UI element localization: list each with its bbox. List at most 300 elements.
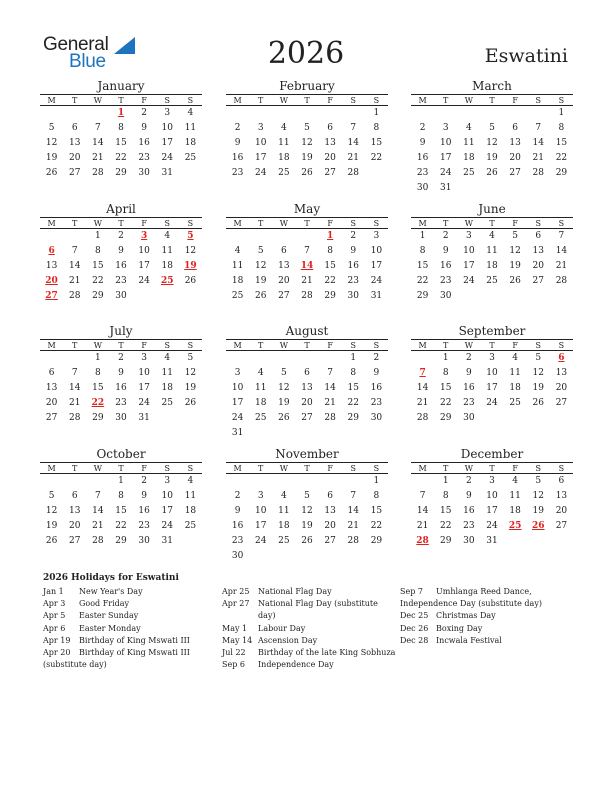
week-row <box>40 381 202 396</box>
empty-cell <box>319 351 342 366</box>
day-cell: 8 <box>373 491 380 501</box>
day-cell: 26 <box>278 413 290 423</box>
day-cell: 19 <box>45 153 58 163</box>
month-february <box>226 79 388 181</box>
week-row <box>411 504 573 519</box>
day-cell: 26 <box>486 168 498 178</box>
day-cell: 4 <box>512 353 518 363</box>
holiday-date: Jan 1 <box>43 587 64 596</box>
day-cell: 2 <box>234 123 241 133</box>
day-cell: 5 <box>535 353 542 363</box>
day-cell: 17 <box>370 261 383 271</box>
day-cell: 17 <box>138 383 150 393</box>
holiday-name: Easter Monday <box>79 623 141 633</box>
weekday-label: W <box>93 96 102 105</box>
day-cell: 12 <box>278 383 290 393</box>
holidays-column <box>400 586 575 647</box>
weekday-label: W <box>93 341 102 350</box>
empty-cell <box>480 106 503 121</box>
day-cell: 13 <box>555 368 568 378</box>
weekday-label: F <box>141 341 147 350</box>
logo-general-text: General <box>43 34 109 55</box>
day-cell: 7 <box>535 123 542 133</box>
empty-cell <box>40 106 63 121</box>
weekday-label: F <box>327 96 333 105</box>
day-cell: 8 <box>118 123 124 133</box>
holiday-date: Dec 26 <box>400 623 429 633</box>
week-row <box>226 519 388 534</box>
weekday-label: T <box>72 219 78 228</box>
holiday-name: Birthday of King Mswati III <box>79 635 190 645</box>
week-row <box>411 259 573 274</box>
empty-cell <box>272 549 295 564</box>
weekday-label: T <box>443 219 449 228</box>
week-row <box>411 381 573 396</box>
day-cell: 21 <box>301 276 313 286</box>
week-row <box>226 381 388 396</box>
weekday-label: F <box>327 219 333 228</box>
day-cell: 5 <box>304 123 310 133</box>
empty-cell <box>365 166 388 181</box>
day-cell: 3 <box>257 123 264 133</box>
empty-cell <box>63 106 86 121</box>
day-cell: 30 <box>439 291 452 301</box>
day-cell: 7 <box>327 368 333 378</box>
day-cell: 25 <box>278 168 290 178</box>
weekday-label: S <box>373 341 380 350</box>
weekday-label: T <box>72 96 78 105</box>
holiday-name: Incwala Festival <box>436 635 502 645</box>
day-cell: 12 <box>254 261 267 271</box>
day-cell: 24 <box>161 153 173 163</box>
holiday-date: May 14 <box>222 635 253 645</box>
day-cell: 12 <box>301 506 313 516</box>
weekday-label: T <box>72 464 78 473</box>
day-cell: 19 <box>254 276 267 286</box>
day-cell: 13 <box>509 138 521 148</box>
day-cell: 20 <box>68 521 81 531</box>
weekday-label: S <box>373 219 380 228</box>
day-cell: 7 <box>350 123 357 133</box>
day-cell: 29 <box>115 536 127 546</box>
day-cell: 11 <box>486 246 498 256</box>
week-row <box>226 534 388 549</box>
weekday-label: S <box>350 341 357 350</box>
week-row <box>226 274 388 289</box>
empty-cell <box>226 474 249 489</box>
day-cell: 27 <box>45 413 58 423</box>
week-row <box>40 259 202 274</box>
weekday-label: M <box>47 341 56 350</box>
day-cell: 7 <box>304 246 310 256</box>
day-cell: 18 <box>509 506 521 516</box>
week-row <box>226 351 388 366</box>
day-cell: 18 <box>184 138 197 148</box>
day-cell: 9 <box>419 138 426 148</box>
day-cell: 24 <box>161 521 173 531</box>
day-cell: 8 <box>327 246 333 256</box>
month-december <box>411 447 573 549</box>
holidays-column <box>43 586 218 671</box>
week-row <box>40 519 202 534</box>
empty-cell <box>249 351 272 366</box>
logo-blue-text: Blue <box>69 51 106 72</box>
weekday-label: S <box>558 219 565 228</box>
day-cell: 19 <box>45 521 58 531</box>
day-cell: 10 <box>161 491 173 501</box>
weekday-label: S <box>187 96 194 105</box>
holiday-day-cell: 5 <box>187 231 194 241</box>
weekday-label: S <box>187 341 194 350</box>
day-cell: 15 <box>416 261 429 271</box>
week-row <box>40 121 202 136</box>
day-cell: 24 <box>370 276 383 286</box>
day-cell: 21 <box>555 261 568 271</box>
holidays-title: 2026 Holidays for Eswatini <box>43 573 179 583</box>
day-cell: 13 <box>555 491 568 501</box>
holiday-entry <box>43 623 218 635</box>
day-cell: 1 <box>373 476 380 486</box>
week-row <box>226 151 388 166</box>
day-cell: 8 <box>350 368 357 378</box>
day-cell: 23 <box>439 276 452 286</box>
empty-cell <box>550 181 573 196</box>
day-cell: 1 <box>118 476 124 486</box>
holiday-name: National Flag Day (substitute day) <box>258 599 378 621</box>
week-row <box>226 504 388 519</box>
day-cell: 14 <box>347 506 359 516</box>
week-row <box>411 274 573 289</box>
day-cell: 4 <box>234 246 241 256</box>
weekday-label: W <box>279 341 288 350</box>
day-cell: 9 <box>118 246 124 256</box>
week-row <box>40 534 202 549</box>
day-cell: 19 <box>301 521 313 531</box>
day-cell: 4 <box>489 231 495 241</box>
day-cell: 15 <box>555 138 568 148</box>
holiday-day-cell: 14 <box>300 261 314 271</box>
weekday-label: W <box>93 464 102 473</box>
week-row <box>226 426 388 441</box>
holiday-entry <box>222 647 397 659</box>
day-cell: 6 <box>71 491 78 501</box>
empty-cell <box>527 181 550 196</box>
weekday-label: S <box>350 464 357 473</box>
weekday-label: F <box>512 341 518 350</box>
year-title: 2026 <box>267 36 345 71</box>
empty-cell <box>504 534 527 549</box>
weekday-label: S <box>535 464 542 473</box>
weekday-label: T <box>443 341 449 350</box>
day-cell: 16 <box>463 383 475 393</box>
day-cell: 2 <box>373 353 380 363</box>
empty-cell <box>272 106 295 121</box>
day-cell: 9 <box>234 138 241 148</box>
day-cell: 3 <box>373 231 380 241</box>
day-cell: 24 <box>439 168 452 178</box>
day-cell: 24 <box>254 536 267 546</box>
day-cell: 12 <box>45 138 58 148</box>
day-cell: 2 <box>442 231 449 241</box>
day-cell: 15 <box>439 383 452 393</box>
day-cell: 23 <box>115 276 127 286</box>
day-cell: 6 <box>535 231 542 241</box>
day-cell: 6 <box>327 123 333 133</box>
day-cell: 17 <box>254 521 267 531</box>
month-may <box>226 202 388 304</box>
day-cell: 5 <box>257 246 264 256</box>
day-cell: 23 <box>231 168 244 178</box>
empty-cell <box>133 289 156 304</box>
weekday-label: W <box>464 464 473 473</box>
day-cell: 8 <box>118 491 124 501</box>
weekday-label: T <box>304 219 310 228</box>
day-cell: 2 <box>465 476 472 486</box>
day-cell: 28 <box>92 168 104 178</box>
day-cell: 28 <box>347 536 359 546</box>
day-cell: 20 <box>45 398 58 408</box>
day-cell: 25 <box>184 153 197 163</box>
weekday-label: M <box>47 464 56 473</box>
week-row <box>40 229 202 244</box>
empty-cell <box>40 351 63 366</box>
day-cell: 30 <box>138 168 150 178</box>
empty-cell <box>457 289 480 304</box>
day-cell: 14 <box>68 261 81 271</box>
day-cell: 28 <box>416 413 429 423</box>
weekday-label: W <box>464 219 473 228</box>
day-cell: 31 <box>138 413 150 423</box>
holiday-date: Jul 22 <box>222 648 246 658</box>
day-cell: 13 <box>324 506 336 516</box>
empty-cell <box>86 474 109 489</box>
empty-cell <box>272 229 295 244</box>
empty-cell <box>365 549 388 564</box>
empty-cell <box>434 106 457 121</box>
day-cell: 19 <box>532 506 544 516</box>
weekday-label: S <box>350 96 357 105</box>
day-cell: 8 <box>94 246 101 256</box>
week-row <box>40 504 202 519</box>
empty-cell <box>179 166 202 181</box>
day-cell: 3 <box>141 353 147 363</box>
month-name: August <box>285 324 329 338</box>
week-row <box>226 244 388 259</box>
day-cell: 8 <box>558 123 565 133</box>
day-cell: 22 <box>115 521 127 531</box>
day-cell: 10 <box>254 138 267 148</box>
weekday-header <box>411 94 573 106</box>
weekday-label: T <box>72 341 78 350</box>
day-cell: 9 <box>141 491 147 501</box>
weekday-label: M <box>47 96 56 105</box>
weekday-label: T <box>118 219 124 228</box>
week-row <box>411 489 573 504</box>
week-row <box>411 229 573 244</box>
holiday-day-cell: 19 <box>184 261 197 271</box>
week-row <box>40 396 202 411</box>
weekday-label: W <box>93 219 102 228</box>
day-cell: 18 <box>254 398 267 408</box>
day-cell: 3 <box>164 476 171 486</box>
day-cell: 4 <box>465 123 472 133</box>
empty-cell <box>295 549 318 564</box>
weekday-label: S <box>535 96 542 105</box>
day-cell: 10 <box>439 138 452 148</box>
day-cell: 28 <box>555 276 568 286</box>
holiday-day-cell: 28 <box>416 536 429 546</box>
holiday-name: National Flag Day <box>258 587 332 596</box>
month-name: September <box>458 324 526 338</box>
day-cell: 8 <box>373 123 380 133</box>
empty-cell <box>249 474 272 489</box>
month-name: February <box>279 79 335 93</box>
empty-cell <box>179 411 202 426</box>
day-cell: 18 <box>278 521 290 531</box>
day-cell: 3 <box>257 491 264 501</box>
holiday-name: Christmas Day <box>436 611 496 621</box>
day-cell: 8 <box>94 368 101 378</box>
day-cell: 7 <box>71 368 78 378</box>
day-cell: 31 <box>439 183 452 193</box>
empty-cell <box>550 534 573 549</box>
day-cell: 17 <box>138 261 150 271</box>
day-cell: 29 <box>347 413 359 423</box>
day-cell: 5 <box>48 123 55 133</box>
day-cell: 24 <box>254 168 267 178</box>
day-cell: 11 <box>509 491 521 501</box>
day-cell: 30 <box>347 291 359 301</box>
week-row <box>40 489 202 504</box>
holiday-date: Apr 3 <box>43 599 66 609</box>
week-row <box>411 474 573 489</box>
month-name: July <box>109 324 133 338</box>
holiday-name: Birthday of King Mswati III <box>79 648 190 658</box>
week-row <box>226 166 388 181</box>
day-cell: 26 <box>254 291 267 301</box>
holiday-date: Dec 28 <box>400 635 429 645</box>
day-cell: 30 <box>138 536 150 546</box>
week-row <box>411 534 573 549</box>
holiday-entry <box>43 635 218 647</box>
day-cell: 8 <box>419 246 426 256</box>
empty-cell <box>249 229 272 244</box>
holiday-day-cell: 7 <box>419 368 426 378</box>
day-cell: 17 <box>161 138 173 148</box>
day-cell: 29 <box>439 413 452 423</box>
weekday-label: T <box>258 96 264 105</box>
weekday-header <box>226 217 388 229</box>
day-cell: 18 <box>463 153 475 163</box>
weekday-label: F <box>327 341 333 350</box>
day-cell: 11 <box>278 506 290 516</box>
day-cell: 27 <box>68 168 81 178</box>
day-cell: 21 <box>92 153 104 163</box>
day-cell: 16 <box>115 261 127 271</box>
weekday-label: T <box>489 341 495 350</box>
day-cell: 7 <box>419 491 426 501</box>
day-cell: 2 <box>234 491 241 501</box>
day-cell: 10 <box>370 246 383 256</box>
day-cell: 19 <box>184 383 197 393</box>
day-cell: 20 <box>324 521 336 531</box>
week-row <box>226 259 388 274</box>
day-cell: 5 <box>280 368 287 378</box>
day-cell: 31 <box>370 291 383 301</box>
day-cell: 27 <box>532 276 544 286</box>
empty-cell <box>319 549 342 564</box>
holiday-name-continued: (substitute day) <box>43 660 107 670</box>
week-row <box>40 274 202 289</box>
day-cell: 11 <box>463 138 475 148</box>
day-cell: 10 <box>463 246 475 256</box>
holiday-entry <box>400 623 575 635</box>
holiday-entry <box>400 635 575 647</box>
holiday-day-cell: 1 <box>117 108 125 118</box>
day-cell: 9 <box>234 506 241 516</box>
empty-cell <box>63 229 86 244</box>
day-cell: 13 <box>45 261 58 271</box>
day-cell: 24 <box>486 521 498 531</box>
day-cell: 25 <box>463 168 475 178</box>
day-cell: 16 <box>347 261 359 271</box>
day-cell: 14 <box>68 383 81 393</box>
day-cell: 28 <box>92 536 104 546</box>
week-row <box>40 351 202 366</box>
day-cell: 21 <box>416 521 429 531</box>
day-cell: 22 <box>370 153 383 163</box>
day-cell: 24 <box>486 398 498 408</box>
day-cell: 13 <box>532 246 544 256</box>
weekday-label: F <box>512 464 518 473</box>
day-cell: 26 <box>45 536 58 546</box>
holiday-name: Birthday of the late King Sobhuza <box>258 648 396 658</box>
weekday-label: T <box>118 341 124 350</box>
day-cell: 9 <box>465 368 472 378</box>
day-cell: 20 <box>555 383 568 393</box>
week-row <box>411 166 573 181</box>
day-cell: 23 <box>138 521 150 531</box>
day-cell: 1 <box>442 353 449 363</box>
day-cell: 9 <box>141 123 147 133</box>
day-cell: 7 <box>94 123 101 133</box>
week-row <box>226 366 388 381</box>
day-cell: 11 <box>254 383 267 393</box>
day-cell: 1 <box>94 231 101 241</box>
day-cell: 13 <box>324 138 336 148</box>
day-cell: 20 <box>509 153 521 163</box>
day-cell: 2 <box>350 231 357 241</box>
holiday-day-cell: 22 <box>91 398 105 408</box>
day-cell: 10 <box>231 383 244 393</box>
weekday-label: S <box>164 219 171 228</box>
empty-cell <box>226 351 249 366</box>
empty-cell <box>457 181 480 196</box>
holiday-entry <box>222 659 397 671</box>
weekday-label: S <box>535 341 542 350</box>
holiday-entry <box>222 623 397 635</box>
holiday-entry <box>400 586 575 598</box>
day-cell: 29 <box>370 536 383 546</box>
day-cell: 29 <box>439 536 452 546</box>
weekday-header <box>226 462 388 474</box>
holiday-entry <box>43 586 218 598</box>
day-cell: 16 <box>463 506 475 516</box>
day-cell: 5 <box>187 353 194 363</box>
day-cell: 24 <box>231 413 244 423</box>
week-row <box>226 136 388 151</box>
weekday-label: F <box>327 464 333 473</box>
